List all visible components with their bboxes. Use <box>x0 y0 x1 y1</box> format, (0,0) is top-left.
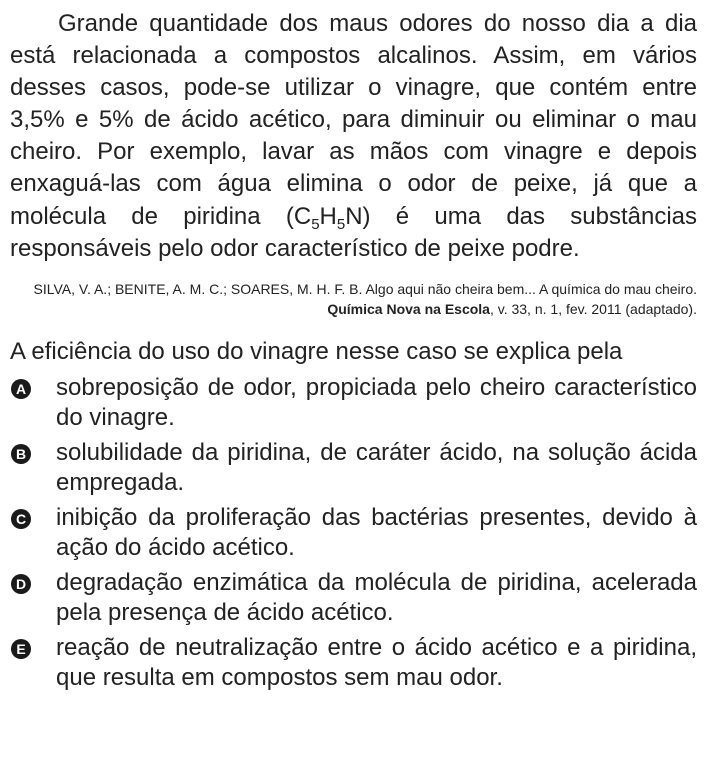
option-text: sobreposição de odor, propiciada pelo cheiro característico do vinagre. <box>56 373 697 431</box>
citation-prefix: SILVA, V. A.; BENITE, A. M. C.; SOARES, M. H. F. B. Algo aqui não cheira bem... A química do mau cheiro. <box>33 280 697 297</box>
option-text: solubilidade da piridina, de caráter ácido, na solução ácida empregada. <box>56 438 697 496</box>
option-e[interactable] <box>10 633 697 693</box>
passage-hydrogen: H <box>319 202 337 230</box>
passage-text <box>10 8 697 265</box>
option-letter-badge: A <box>11 379 31 399</box>
citation <box>10 279 697 320</box>
question-stem: A eficiência do uso do vinagre nesse caso se explica pela <box>10 337 623 365</box>
option-letter-badge: B <box>11 444 31 464</box>
option-text: reação de neutralização entre o ácido acético e a piridina, que resulta em compostos sem mau odor. <box>56 633 697 691</box>
option-letter-badge: C <box>11 509 31 529</box>
option-text: inibição da proliferação das bactérias presentes, devido à ação do ácido acético. <box>56 503 697 561</box>
option-b[interactable] <box>10 438 697 498</box>
passage-part1: Grande quantidade dos maus odores do nosso dia a dia está relacionada a compostos alcalinos. Assim, em vários desses casos, pode-se utilizar o vinagre, que contém entre 3,5% e 5% de ácido acético, para diminuir ou eliminar o mau cheiro. Por exemplo, lavar as mãos com vinagre e depois enxaguá-las com água elimina o odor de peixe, já que a molécula de piridina (C <box>10 10 697 230</box>
option-a[interactable] <box>10 373 697 433</box>
carbon-subscript: 5 <box>311 215 320 233</box>
citation-suffix: , v. 33, n. 1, fev. 2011 (adaptado). <box>489 301 697 318</box>
passage-part2: N) é uma das substâncias responsáveis pelo odor característico de peixe podre. <box>10 202 697 262</box>
option-c[interactable] <box>10 503 697 563</box>
option-text: degradação enzimática da molécula de piridina, acelerada pela presença de ácido acético. <box>56 568 697 626</box>
hydrogen-subscript: 5 <box>336 215 346 233</box>
options-list <box>10 373 697 693</box>
citation-journal: Química Nova na Escola <box>327 301 490 318</box>
option-d[interactable] <box>10 568 697 628</box>
option-letter-badge: D <box>11 574 31 594</box>
option-letter-badge: E <box>11 639 31 659</box>
